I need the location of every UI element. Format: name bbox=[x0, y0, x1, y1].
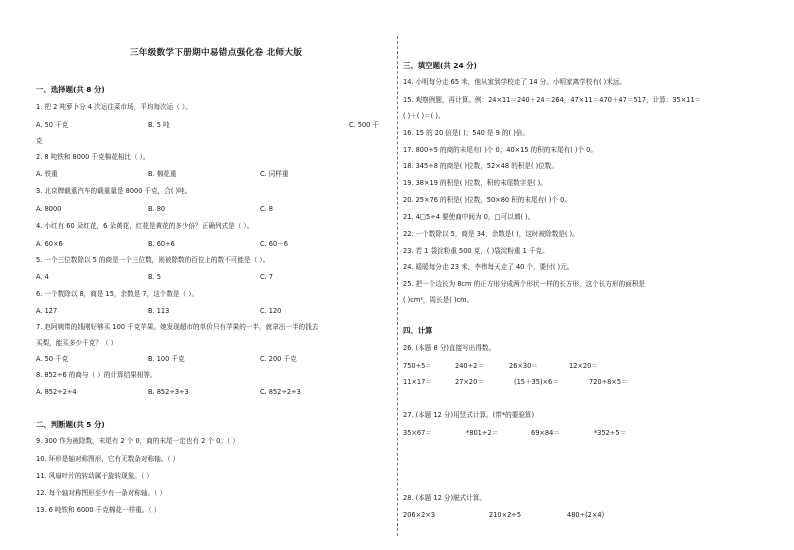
option-c: C. 8 bbox=[260, 205, 273, 213]
option-c: C. 120 bbox=[260, 307, 282, 315]
option-c: C. 60－6 bbox=[260, 240, 288, 248]
question-2: 2. 8 吨铁和 8000 千克棉花相比（ ）。 bbox=[36, 153, 150, 161]
option-a: A. 127 bbox=[36, 307, 58, 315]
option-c: C. 500 千 bbox=[349, 121, 380, 129]
question-10: 10. 环形是轴对称图形，它有无数条对称轴。（ ） bbox=[36, 455, 180, 463]
question-3: 3. 北京牌载重汽车的载重量是 8000 千克，合( )吨。 bbox=[36, 187, 192, 195]
calc-item: (15＋35)×6＝ bbox=[514, 378, 559, 386]
question-16: 16. 15 的 20 倍是( )；540 是 9 的( )倍。 bbox=[403, 129, 529, 137]
question-21: 21. 4□5÷4 要使商中间为 0，□可以填( )。 bbox=[403, 213, 535, 221]
question-13: 13. 6 吨铁和 6000 千克棉花一样重。（ ） bbox=[36, 506, 161, 514]
calc-item: *801÷2＝ bbox=[466, 429, 499, 437]
question-20: 20. 25×76 的积是( )位数，50×80 积的末尾有( )个 0。 bbox=[403, 196, 571, 204]
calc-item: *352÷5＝ bbox=[594, 429, 627, 437]
question-25-line-2: ( )cm²，周长是( )cm。 bbox=[403, 296, 474, 304]
question-27: 27. (本题 12 分)用竖式计算。(带*的要验算) bbox=[403, 411, 535, 419]
question-15: 15. 观察例题，再计算。例：24×11＝240＋24＝264，47×11＝470＋47＝517，计算：35×11＝ bbox=[403, 96, 702, 104]
question-12: 12. 每个轴对称图形至少有一条对称轴。（ ） bbox=[36, 489, 167, 497]
option-b: B. 60÷6 bbox=[148, 240, 175, 248]
option-a: A. 60×6 bbox=[36, 240, 63, 248]
question-1: 1. 把 2 吨萝卜分 4 次运往菜市场，平均每次运（ ）。 bbox=[36, 103, 192, 111]
option-b: B. 80 bbox=[148, 205, 166, 213]
option-a: A. 50 千克 bbox=[36, 121, 69, 129]
question-6: 6. 一个数除以 8，商是 15，余数是 7，这个数是（ ）。 bbox=[36, 290, 199, 298]
calc-item: 69×84＝ bbox=[531, 429, 560, 437]
option-a: A. 50 千克 bbox=[36, 355, 69, 363]
question-8: 8. 852÷6 的商与（ ）的计算结果相等。 bbox=[36, 371, 157, 379]
calc-item: 210×2÷5 bbox=[489, 511, 522, 519]
question-26: 26. (本题 8 分)直接写出得数。 bbox=[403, 344, 496, 352]
question-28: 28. (本题 12 分)脱式计算。 bbox=[403, 494, 487, 502]
section-calc-heading: 四、计算 bbox=[403, 326, 433, 335]
question-7-line-2: 买梨，能买多少千克？（ ） bbox=[36, 339, 118, 347]
option-c: C. 7 bbox=[260, 273, 273, 281]
calc-item: 27×20＝ bbox=[455, 378, 484, 386]
question-18: 18. 345÷8 的商是( )位数，52×48 的积是( )位数。 bbox=[403, 162, 558, 170]
option-a: A. 铁重 bbox=[36, 170, 58, 178]
calc-item: 12×20＝ bbox=[569, 362, 598, 370]
option-b: B. 棉花重 bbox=[148, 170, 177, 178]
option-c: C. 852÷2÷3 bbox=[260, 388, 301, 396]
section-choice-heading: 一、选择题(共 8 分) bbox=[36, 85, 105, 94]
question-11: 11. 风扇叶片的转动属于旋转现象。（ ） bbox=[36, 472, 153, 480]
question-4: 4. 小红有 60 朵红花，6 朵黄花，红花是黄花的多少倍？正确列式是（ ）。 bbox=[36, 222, 254, 230]
calc-item: 26×30＝ bbox=[509, 362, 538, 370]
question-1-option-wrap: 克 bbox=[36, 137, 43, 145]
exam-title: 三年级数学下册期中易错点强化卷 北师大版 bbox=[129, 48, 303, 58]
option-b: B. 852÷3÷3 bbox=[148, 388, 189, 396]
question-25: 25. 把一个边长为 8cm 的正方形分成两个形状一样的长方形，这个长方形的面积是 bbox=[403, 280, 646, 288]
question-23: 23. 若 1 袋淀粉重 500 克，( )袋淀粉重 1 千克。 bbox=[403, 247, 549, 255]
option-c: C. 同样重 bbox=[260, 170, 289, 178]
option-b: B. 5 吨 bbox=[148, 121, 170, 129]
calc-item: 750÷5＝ bbox=[403, 362, 432, 370]
question-24: 24. 暖暖每分走 23 米，李伟每天走了 40 个，要付( )元。 bbox=[403, 263, 574, 271]
option-a: A. 852÷2÷4 bbox=[36, 388, 77, 396]
calc-item: 480÷(2×4) bbox=[567, 511, 605, 519]
question-7: 7. 赵阿姨带的钱刚好够买 100 千克苹果。她发现超市的单价只有苹果的一半，就拿出一半的钱去 bbox=[36, 323, 319, 331]
calc-item: 35×67＝ bbox=[403, 429, 432, 437]
question-19: 19. 38×19 的积是( )位数，积的末尾数字是( )。 bbox=[403, 179, 547, 187]
question-14: 14. 小明每分走 65 米，他从家到学校走了 14 分。小明家离学校有( )米远。 bbox=[403, 78, 627, 86]
calc-item: 206×2×3 bbox=[403, 511, 436, 519]
option-b: B. 100 千克 bbox=[148, 355, 185, 363]
option-b: B. 5 bbox=[148, 273, 161, 281]
question-9: 9. 300 作为被除数，末尾有 2 个 0，商的末尾一定也有 2 个 0。（ ） bbox=[36, 437, 239, 445]
question-5: 5. 一个三位数除以 5 的商是一个三位数，则被除数的百位上的数不可能是（ ）。 bbox=[36, 256, 270, 264]
option-a: A. 8000 bbox=[36, 205, 62, 213]
column-divider bbox=[397, 36, 398, 536]
question-22: 22. 一个数除以 5，商是 34，余数是( )，这时被除数是( )。 bbox=[403, 230, 579, 238]
calc-item: 11×17＝ bbox=[403, 378, 432, 386]
section-fill-heading: 三、填空题(共 24 分) bbox=[403, 61, 477, 70]
option-b: B. 113 bbox=[148, 307, 170, 315]
option-c: C. 200 千克 bbox=[260, 355, 297, 363]
question-17: 17. 800÷5 的商的末尾有( )个 0；40×15 的积的末尾有( )个 0。 bbox=[403, 146, 597, 154]
calc-item: 720÷8×5＝ bbox=[589, 378, 628, 386]
option-a: A. 4 bbox=[36, 273, 49, 281]
section-judge-heading: 二、判断题(共 5 分) bbox=[36, 420, 105, 429]
calc-item: 240÷2＝ bbox=[455, 362, 484, 370]
question-15-line-2: ( )＋( )＝( )。 bbox=[403, 112, 445, 120]
